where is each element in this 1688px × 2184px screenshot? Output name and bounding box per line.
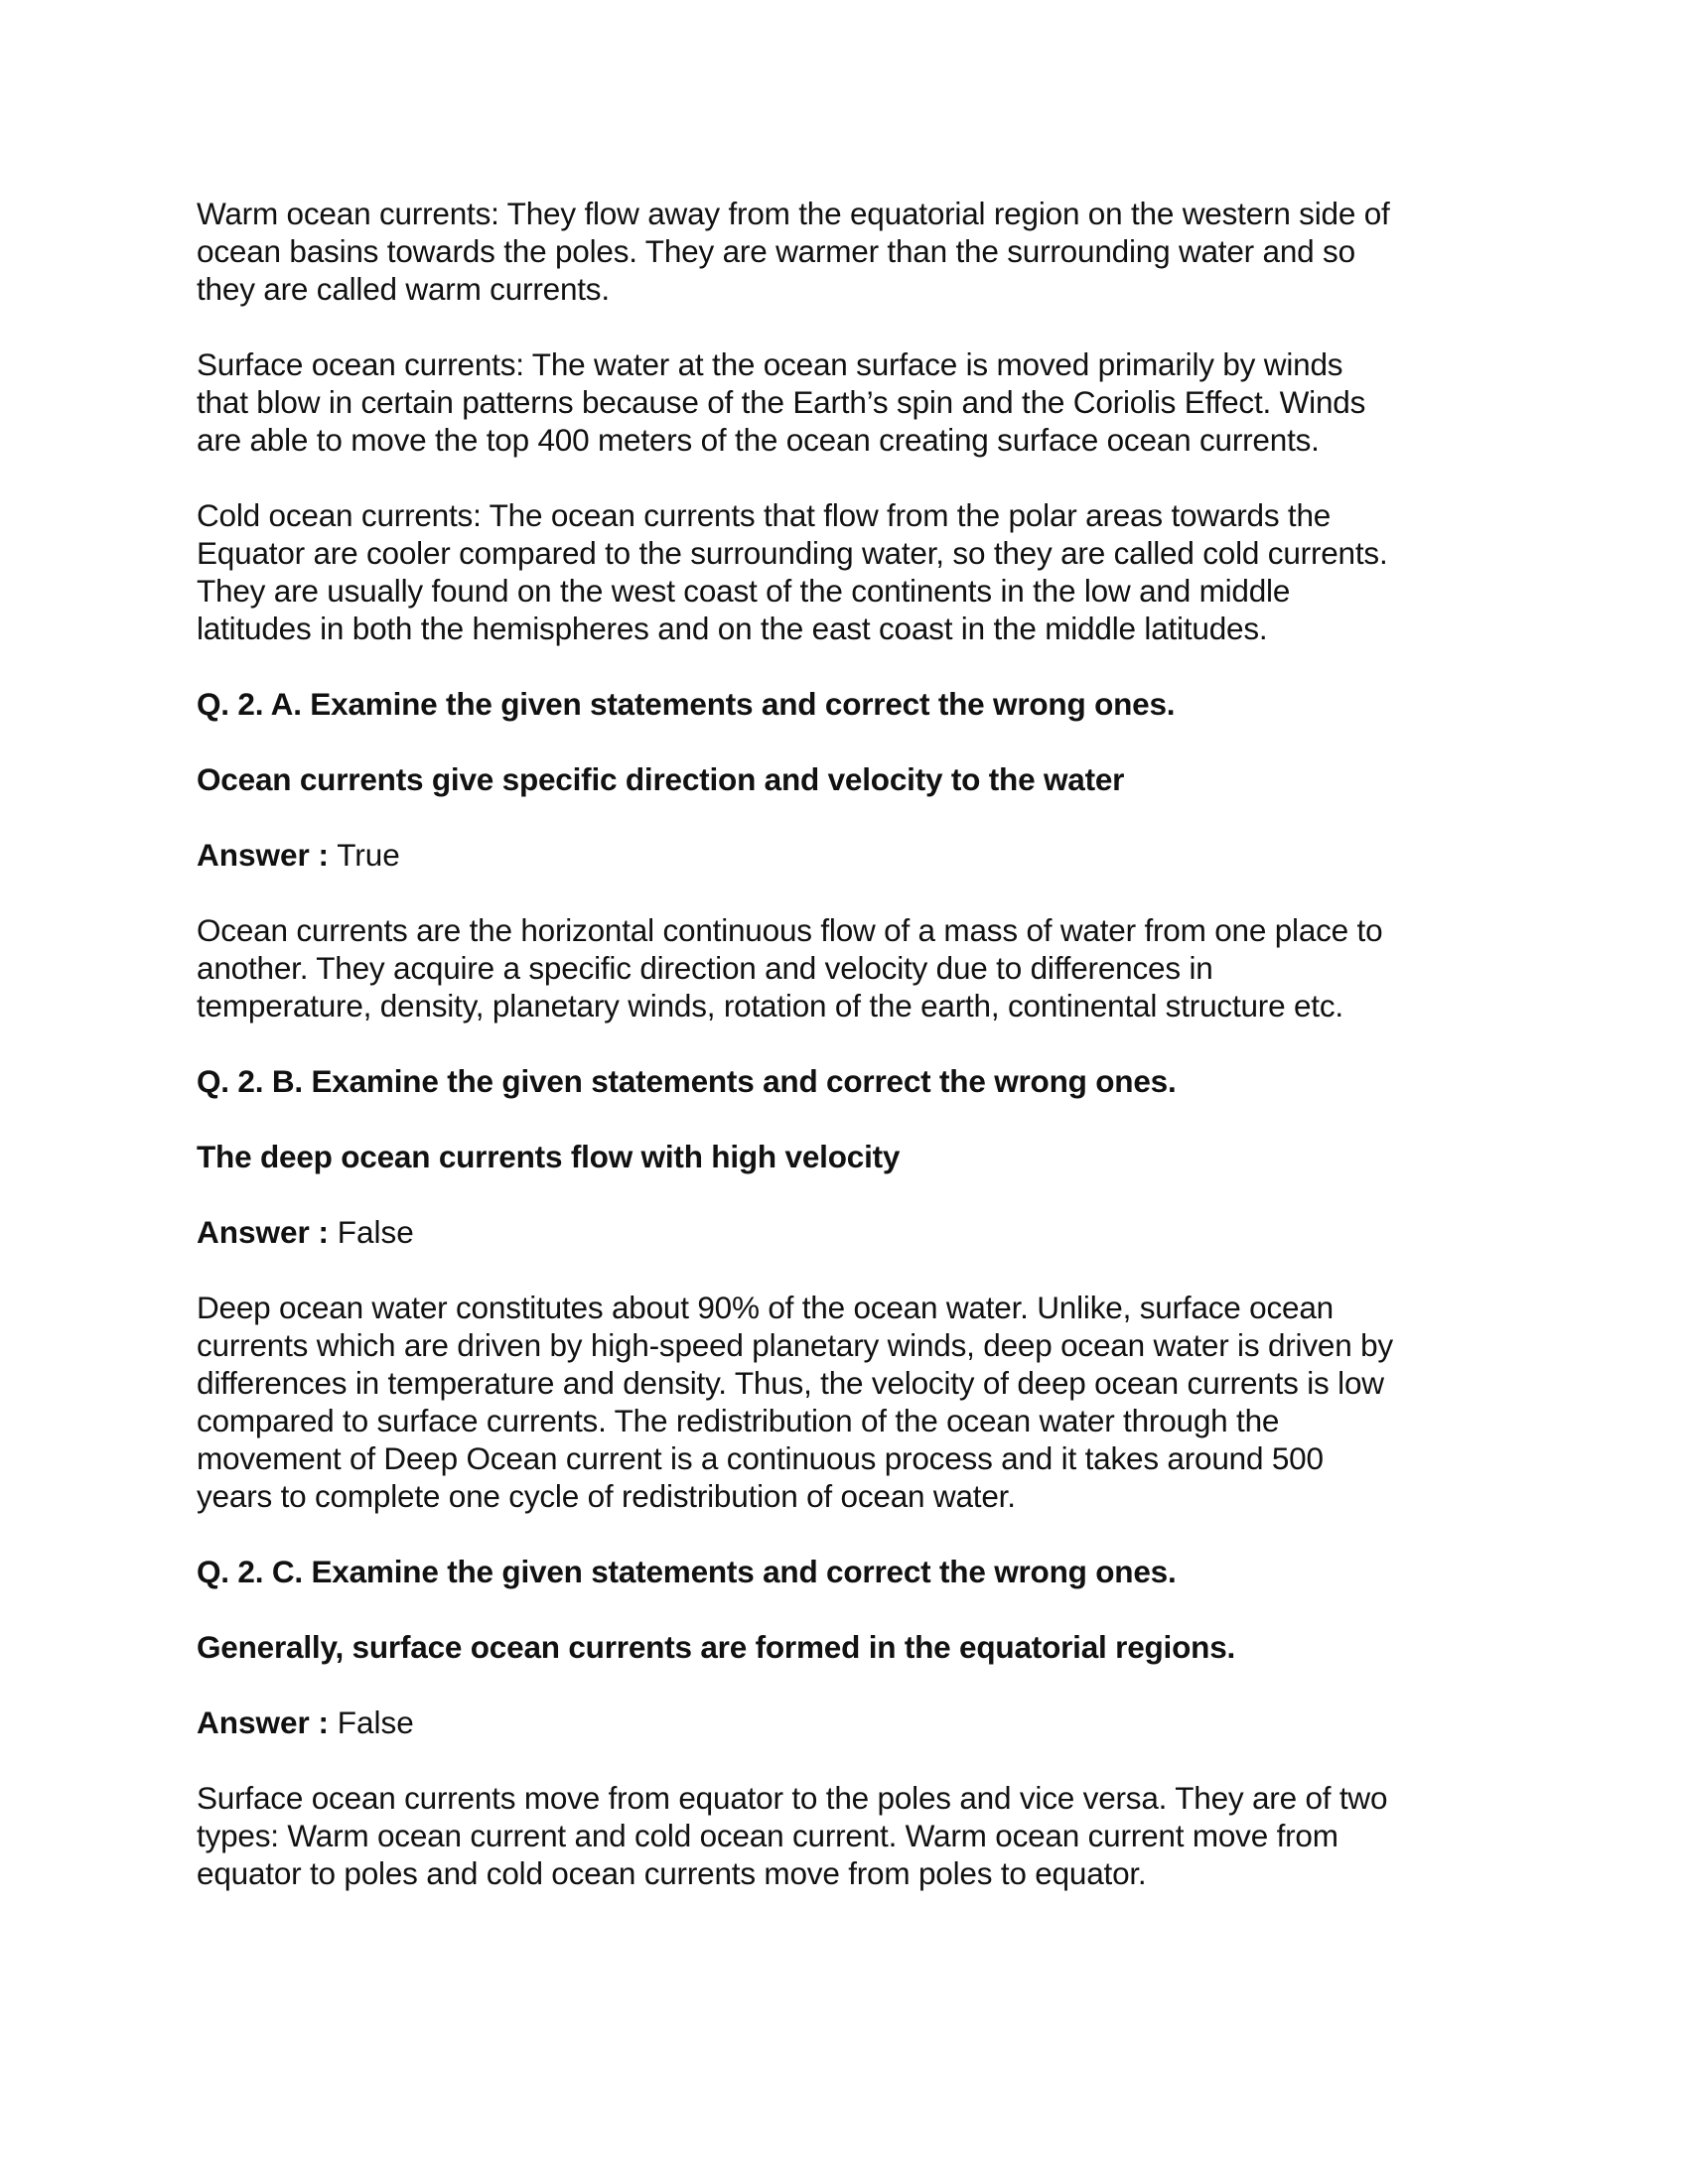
text-line: Deep ocean water constitutes about 90% of the ocean water. Unlike, surface ocean [197, 1290, 1334, 1325]
text-line: Equator are cooler compared to the surrounding water, so they are called cold currents. [197, 535, 1388, 571]
answer-label: Answer : [197, 1214, 330, 1250]
text-line: movement of Deep Ocean current is a continuous process and it takes around 500 [197, 1440, 1324, 1476]
answer-label: Answer : [197, 1705, 330, 1740]
question-statement: Generally, surface ocean currents are formed in the equatorial regions. [197, 1629, 1236, 1665]
answer-explanation [197, 1289, 1487, 1515]
text-line: Warm ocean currents: They flow away from the equatorial region on the western side of [197, 196, 1390, 231]
answer-explanation [197, 1779, 1487, 1892]
text-line: another. They acquire a specific direction and velocity due to differences in [197, 950, 1213, 986]
text-line: Surface ocean currents: The water at the ocean surface is moved primarily by winds [197, 346, 1343, 382]
question-2c [197, 1553, 1487, 1892]
text-line: types: Warm ocean current and cold ocean current. Warm ocean current move from [197, 1818, 1338, 1853]
text-line: latitudes in both the hemispheres and on the east coast in the middle latitudes. [197, 611, 1268, 646]
answer-explanation [197, 911, 1487, 1024]
text-line: Cold ocean currents: The ocean currents that flow from the polar areas towards the [197, 497, 1332, 533]
answer-value: False [329, 1214, 414, 1250]
text-line: they are called warm currents. [197, 271, 610, 307]
text-line: compared to surface currents. The redistribution of the ocean water through the [197, 1403, 1280, 1438]
question-2a [197, 685, 1487, 1024]
question-2b [197, 1062, 1487, 1515]
text-line: equator to poles and cold ocean currents move from poles to equator. [197, 1855, 1147, 1891]
text-line: ocean basins towards the poles. They are warmer than the surrounding water and so [197, 233, 1355, 269]
text-line: Ocean currents are the horizontal continuous flow of a mass of water from one place to [197, 912, 1383, 948]
answer-label: Answer : [197, 837, 330, 873]
answer-line [197, 1213, 1487, 1251]
question-statement: Ocean currents give specific direction and velocity to the water [197, 761, 1125, 797]
text-line: that blow in certain patterns because of the Earth’s spin and the Coriolis Effect. Winds [197, 384, 1366, 420]
text-line: currents which are driven by high-speed planetary winds, deep ocean water is driven by [197, 1327, 1393, 1363]
answer-line [197, 836, 1487, 874]
paragraph-cold-currents [197, 496, 1487, 647]
answer-line [197, 1704, 1487, 1741]
text-line: temperature, density, planetary winds, rotation of the earth, continental structure etc. [197, 988, 1343, 1024]
question-heading: Q. 2. B. Examine the given statements and correct the wrong ones. [197, 1063, 1177, 1099]
text-line: Surface ocean currents move from equator to the poles and vice versa. They are of two [197, 1780, 1388, 1816]
text-line: differences in temperature and density. Thus, the velocity of deep ocean currents is low [197, 1365, 1384, 1401]
question-statement: The deep ocean currents flow with high velocity [197, 1139, 901, 1174]
text-line: years to complete one cycle of redistribution of ocean water. [197, 1478, 1016, 1514]
question-heading: Q. 2. A. Examine the given statements and correct the wrong ones. [197, 686, 1176, 722]
paragraph-warm-currents [197, 195, 1487, 308]
document-page [197, 195, 1487, 1930]
paragraph-surface-currents [197, 345, 1487, 459]
text-line: They are usually found on the west coast of the continents in the low and middle [197, 573, 1291, 609]
answer-value: False [329, 1705, 414, 1740]
question-heading: Q. 2. C. Examine the given statements and correct the wrong ones. [197, 1554, 1177, 1589]
text-line: are able to move the top 400 meters of the ocean creating surface ocean currents. [197, 422, 1320, 458]
answer-value: True [329, 837, 400, 873]
